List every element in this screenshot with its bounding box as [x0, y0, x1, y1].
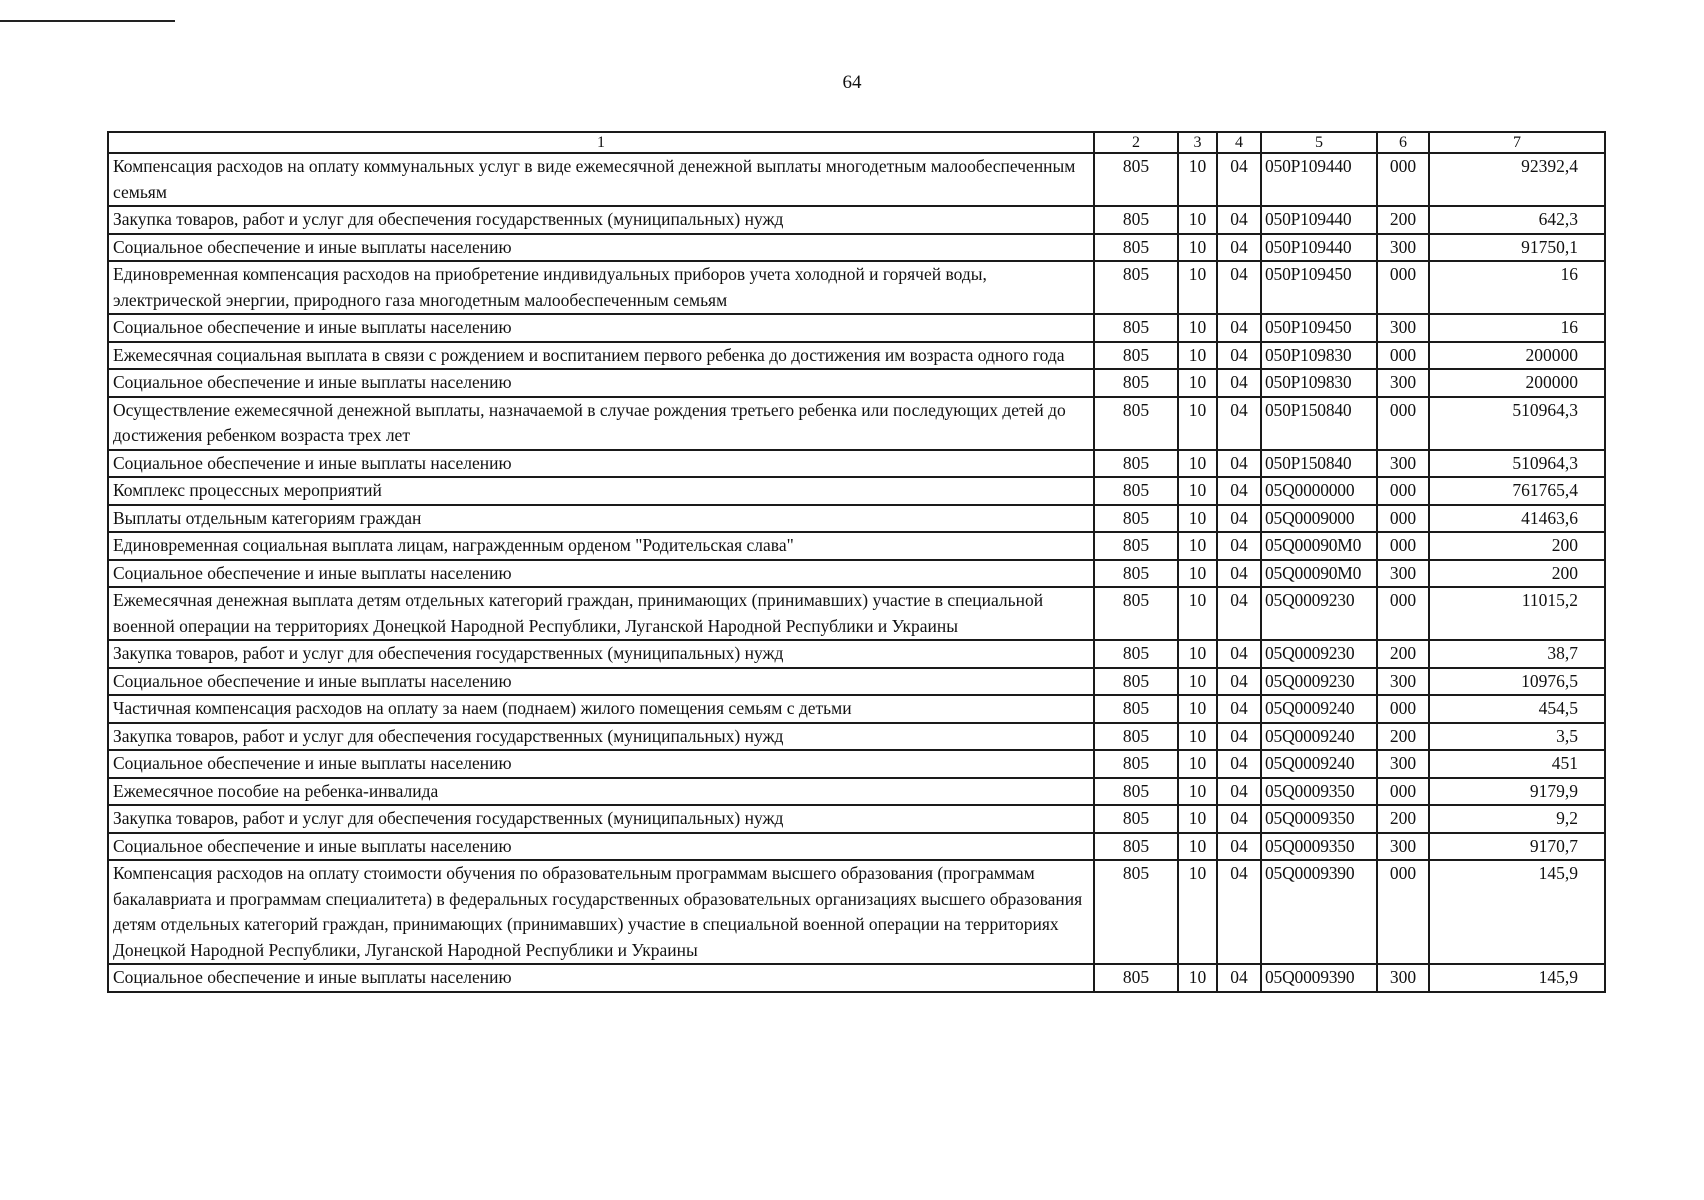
- top-rule: [0, 20, 175, 22]
- row-col6-cell: 300: [1377, 833, 1429, 861]
- row-code-cell: 05Q0009230: [1261, 587, 1377, 640]
- row-col6-cell: 000: [1377, 505, 1429, 533]
- row-name-cell: Компенсация расходов на оплату коммунальных услуг в виде ежемесячной денежной выплаты многодетным малообеспеченным семьям: [108, 153, 1094, 206]
- table-row: [108, 860, 1605, 964]
- row-amount-cell: 11015,2: [1429, 587, 1605, 640]
- row-col6-cell: 200: [1377, 206, 1429, 234]
- row-col4-cell: 04: [1217, 450, 1261, 478]
- row-col6-cell: 300: [1377, 450, 1429, 478]
- row-amount-cell: 510964,3: [1429, 397, 1605, 450]
- row-amount-cell: 91750,1: [1429, 234, 1605, 262]
- row-amount-cell: 200: [1429, 560, 1605, 588]
- row-col4-cell: 04: [1217, 778, 1261, 806]
- row-col6-cell: 000: [1377, 153, 1429, 206]
- row-col4-cell: 04: [1217, 668, 1261, 696]
- row-col3-cell: 10: [1178, 723, 1217, 751]
- row-amount-cell: 9179,9: [1429, 778, 1605, 806]
- row-col3-cell: 10: [1178, 477, 1217, 505]
- row-col6-cell: 000: [1377, 695, 1429, 723]
- row-code-cell: 05Q0009240: [1261, 750, 1377, 778]
- row-name-cell: Социальное обеспечение и иные выплаты населению: [108, 964, 1094, 992]
- row-amount-cell: 16: [1429, 314, 1605, 342]
- table-row: [108, 532, 1605, 560]
- row-col3-cell: 10: [1178, 234, 1217, 262]
- row-col4-cell: 04: [1217, 695, 1261, 723]
- row-code-cell: 050P109440: [1261, 206, 1377, 234]
- row-col4-cell: 04: [1217, 560, 1261, 588]
- row-amount-cell: 16: [1429, 261, 1605, 314]
- row-name-cell: Закупка товаров, работ и услуг для обеспечения государственных (муниципальных) нужд: [108, 206, 1094, 234]
- header-cell: 7: [1429, 132, 1605, 153]
- row-code-cell: 050P109450: [1261, 314, 1377, 342]
- row-col3-cell: 10: [1178, 695, 1217, 723]
- table-row: [108, 560, 1605, 588]
- row-col2-cell: 805: [1094, 805, 1178, 833]
- header-cell: 5: [1261, 132, 1377, 153]
- row-name-cell: Частичная компенсация расходов на оплату за наем (поднаем) жилого помещения семьям с детьми: [108, 695, 1094, 723]
- header-cell: 2: [1094, 132, 1178, 153]
- row-amount-cell: 200000: [1429, 369, 1605, 397]
- row-name-cell: Социальное обеспечение и иные выплаты населению: [108, 750, 1094, 778]
- row-col4-cell: 04: [1217, 397, 1261, 450]
- row-col2-cell: 805: [1094, 695, 1178, 723]
- row-code-cell: 050P109440: [1261, 234, 1377, 262]
- row-col6-cell: 000: [1377, 261, 1429, 314]
- row-col4-cell: 04: [1217, 342, 1261, 370]
- row-col2-cell: 805: [1094, 750, 1178, 778]
- row-col2-cell: 805: [1094, 668, 1178, 696]
- row-col6-cell: 000: [1377, 587, 1429, 640]
- row-col3-cell: 10: [1178, 587, 1217, 640]
- row-name-cell: Закупка товаров, работ и услуг для обеспечения государственных (муниципальных) нужд: [108, 723, 1094, 751]
- row-col4-cell: 04: [1217, 532, 1261, 560]
- table-body: [108, 153, 1605, 992]
- row-col6-cell: 300: [1377, 314, 1429, 342]
- row-col3-cell: 10: [1178, 532, 1217, 560]
- row-col6-cell: 000: [1377, 397, 1429, 450]
- row-code-cell: 05Q0009230: [1261, 668, 1377, 696]
- row-amount-cell: 3,5: [1429, 723, 1605, 751]
- row-code-cell: 050P109440: [1261, 153, 1377, 206]
- header-cell: 1: [108, 132, 1094, 153]
- row-code-cell: 05Q0000000: [1261, 477, 1377, 505]
- row-col3-cell: 10: [1178, 750, 1217, 778]
- header-row: [108, 132, 1605, 153]
- row-col3-cell: 10: [1178, 560, 1217, 588]
- row-col3-cell: 10: [1178, 397, 1217, 450]
- row-name-cell: Компенсация расходов на оплату стоимости обучения по образовательным программам высшего образования (программам бакалавриата и программам специалитета) в федеральных государственных образовательных организациях высшего образования детям отдельных категорий граждан, принимающих (принимавших) участие в специальной военной операции на территориях Донецкой Народной Республики, Луганской Народной Республики и Украины: [108, 860, 1094, 964]
- row-name-cell: Осуществление ежемесячной денежной выплаты, назначаемой в случае рождения третьего ребенка или последующих детей до достижения ребенком возраста трех лет: [108, 397, 1094, 450]
- row-col4-cell: 04: [1217, 261, 1261, 314]
- table-row: [108, 314, 1605, 342]
- row-col6-cell: 000: [1377, 532, 1429, 560]
- row-col3-cell: 10: [1178, 640, 1217, 668]
- row-col4-cell: 04: [1217, 805, 1261, 833]
- row-col6-cell: 300: [1377, 234, 1429, 262]
- table-row: [108, 505, 1605, 533]
- row-col4-cell: 04: [1217, 314, 1261, 342]
- row-col4-cell: 04: [1217, 505, 1261, 533]
- row-col6-cell: 300: [1377, 369, 1429, 397]
- row-col3-cell: 10: [1178, 805, 1217, 833]
- row-code-cell: 050P109830: [1261, 369, 1377, 397]
- row-col2-cell: 805: [1094, 342, 1178, 370]
- row-col3-cell: 10: [1178, 860, 1217, 964]
- row-col2-cell: 805: [1094, 532, 1178, 560]
- row-code-cell: 05Q0009230: [1261, 640, 1377, 668]
- row-name-cell: Ежемесячная денежная выплата детям отдельных категорий граждан, принимающих (принимавших) участие в специальной военной операции на территориях Донецкой Народной Республики, Луганской Народной Республики и Украины: [108, 587, 1094, 640]
- row-col4-cell: 04: [1217, 860, 1261, 964]
- row-amount-cell: 145,9: [1429, 964, 1605, 992]
- row-col2-cell: 805: [1094, 505, 1178, 533]
- row-code-cell: 05Q0009350: [1261, 778, 1377, 806]
- row-col2-cell: 805: [1094, 860, 1178, 964]
- row-name-cell: Социальное обеспечение и иные выплаты населению: [108, 833, 1094, 861]
- row-name-cell: Социальное обеспечение и иные выплаты населению: [108, 668, 1094, 696]
- row-col2-cell: 805: [1094, 153, 1178, 206]
- row-col2-cell: 805: [1094, 234, 1178, 262]
- table-row: [108, 234, 1605, 262]
- row-col6-cell: 000: [1377, 778, 1429, 806]
- row-amount-cell: 454,5: [1429, 695, 1605, 723]
- row-code-cell: 05Q00090M0: [1261, 560, 1377, 588]
- table-row: [108, 261, 1605, 314]
- row-col6-cell: 300: [1377, 750, 1429, 778]
- table-row: [108, 833, 1605, 861]
- table-row: [108, 723, 1605, 751]
- table-header: [108, 132, 1605, 153]
- row-col6-cell: 300: [1377, 560, 1429, 588]
- row-name-cell: Закупка товаров, работ и услуг для обеспечения государственных (муниципальных) нужд: [108, 805, 1094, 833]
- row-col2-cell: 805: [1094, 206, 1178, 234]
- row-col3-cell: 10: [1178, 206, 1217, 234]
- row-amount-cell: 510964,3: [1429, 450, 1605, 478]
- row-col4-cell: 04: [1217, 477, 1261, 505]
- row-col6-cell: 300: [1377, 964, 1429, 992]
- row-col4-cell: 04: [1217, 369, 1261, 397]
- row-col2-cell: 805: [1094, 833, 1178, 861]
- row-col2-cell: 805: [1094, 723, 1178, 751]
- row-code-cell: 050P109450: [1261, 261, 1377, 314]
- row-code-cell: 05Q0009350: [1261, 833, 1377, 861]
- row-name-cell: Ежемесячная социальная выплата в связи с рождением и воспитанием первого ребенка до достижения им возраста одного года: [108, 342, 1094, 370]
- row-name-cell: Социальное обеспечение и иные выплаты населению: [108, 369, 1094, 397]
- row-col3-cell: 10: [1178, 450, 1217, 478]
- table-row: [108, 805, 1605, 833]
- row-amount-cell: 200000: [1429, 342, 1605, 370]
- row-name-cell: Социальное обеспечение и иные выплаты населению: [108, 314, 1094, 342]
- table-row: [108, 587, 1605, 640]
- row-col3-cell: 10: [1178, 668, 1217, 696]
- row-code-cell: 05Q0009350: [1261, 805, 1377, 833]
- row-amount-cell: 451: [1429, 750, 1605, 778]
- table-row: [108, 640, 1605, 668]
- row-col3-cell: 10: [1178, 833, 1217, 861]
- row-amount-cell: 145,9: [1429, 860, 1605, 964]
- table-row: [108, 450, 1605, 478]
- row-col2-cell: 805: [1094, 397, 1178, 450]
- row-name-cell: Единовременная социальная выплата лицам, награжденным орденом "Родительская слава": [108, 532, 1094, 560]
- row-name-cell: Социальное обеспечение и иные выплаты населению: [108, 234, 1094, 262]
- row-col3-cell: 10: [1178, 153, 1217, 206]
- row-col4-cell: 04: [1217, 833, 1261, 861]
- row-col4-cell: 04: [1217, 587, 1261, 640]
- row-code-cell: 050P150840: [1261, 450, 1377, 478]
- row-amount-cell: 9170,7: [1429, 833, 1605, 861]
- row-col3-cell: 10: [1178, 505, 1217, 533]
- table-row: [108, 153, 1605, 206]
- row-col2-cell: 805: [1094, 450, 1178, 478]
- table-row: [108, 778, 1605, 806]
- table-row: [108, 477, 1605, 505]
- row-col2-cell: 805: [1094, 640, 1178, 668]
- table-row: [108, 397, 1605, 450]
- row-code-cell: 050P150840: [1261, 397, 1377, 450]
- table-row: [108, 668, 1605, 696]
- row-amount-cell: 761765,4: [1429, 477, 1605, 505]
- row-col3-cell: 10: [1178, 778, 1217, 806]
- row-col2-cell: 805: [1094, 964, 1178, 992]
- budget-table: [107, 131, 1606, 993]
- page-number: 64: [842, 72, 862, 93]
- row-amount-cell: 92392,4: [1429, 153, 1605, 206]
- row-amount-cell: 38,7: [1429, 640, 1605, 668]
- row-col2-cell: 805: [1094, 778, 1178, 806]
- row-col6-cell: 000: [1377, 860, 1429, 964]
- row-col2-cell: 805: [1094, 560, 1178, 588]
- row-col6-cell: 200: [1377, 640, 1429, 668]
- table-row: [108, 369, 1605, 397]
- row-name-cell: Единовременная компенсация расходов на приобретение индивидуальных приборов учета холодной и горячей воды, электрической энергии, природного газа многодетным малообеспеченным семьям: [108, 261, 1094, 314]
- row-code-cell: 05Q0009240: [1261, 695, 1377, 723]
- row-code-cell: 05Q0009240: [1261, 723, 1377, 751]
- header-cell: 6: [1377, 132, 1429, 153]
- table-row: [108, 750, 1605, 778]
- row-amount-cell: 200: [1429, 532, 1605, 560]
- row-code-cell: 05Q0009390: [1261, 964, 1377, 992]
- row-code-cell: 05Q0009390: [1261, 860, 1377, 964]
- row-col2-cell: 805: [1094, 587, 1178, 640]
- row-name-cell: Социальное обеспечение и иные выплаты населению: [108, 560, 1094, 588]
- row-name-cell: Комплекс процессных мероприятий: [108, 477, 1094, 505]
- table-row: [108, 206, 1605, 234]
- row-col6-cell: 300: [1377, 668, 1429, 696]
- row-col4-cell: 04: [1217, 964, 1261, 992]
- row-col4-cell: 04: [1217, 750, 1261, 778]
- table-row: [108, 964, 1605, 992]
- row-name-cell: Ежемесячное пособие на ребенка-инвалида: [108, 778, 1094, 806]
- row-col4-cell: 04: [1217, 206, 1261, 234]
- row-amount-cell: 41463,6: [1429, 505, 1605, 533]
- row-name-cell: Социальное обеспечение и иные выплаты населению: [108, 450, 1094, 478]
- row-col6-cell: 000: [1377, 477, 1429, 505]
- row-col3-cell: 10: [1178, 314, 1217, 342]
- row-code-cell: 05Q0009000: [1261, 505, 1377, 533]
- row-col4-cell: 04: [1217, 153, 1261, 206]
- table-row: [108, 342, 1605, 370]
- row-col3-cell: 10: [1178, 342, 1217, 370]
- row-amount-cell: 642,3: [1429, 206, 1605, 234]
- row-col2-cell: 805: [1094, 369, 1178, 397]
- row-name-cell: Выплаты отдельным категориям граждан: [108, 505, 1094, 533]
- row-amount-cell: 9,2: [1429, 805, 1605, 833]
- row-col6-cell: 200: [1377, 723, 1429, 751]
- row-col4-cell: 04: [1217, 640, 1261, 668]
- table-row: [108, 695, 1605, 723]
- row-amount-cell: 10976,5: [1429, 668, 1605, 696]
- row-col3-cell: 10: [1178, 369, 1217, 397]
- row-col6-cell: 000: [1377, 342, 1429, 370]
- row-code-cell: 05Q00090M0: [1261, 532, 1377, 560]
- row-col3-cell: 10: [1178, 261, 1217, 314]
- row-col3-cell: 10: [1178, 964, 1217, 992]
- row-col2-cell: 805: [1094, 477, 1178, 505]
- row-col2-cell: 805: [1094, 261, 1178, 314]
- row-col2-cell: 805: [1094, 314, 1178, 342]
- row-col4-cell: 04: [1217, 234, 1261, 262]
- header-cell: 3: [1178, 132, 1217, 153]
- row-col6-cell: 200: [1377, 805, 1429, 833]
- row-col4-cell: 04: [1217, 723, 1261, 751]
- header-cell: 4: [1217, 132, 1261, 153]
- row-name-cell: Закупка товаров, работ и услуг для обеспечения государственных (муниципальных) нужд: [108, 640, 1094, 668]
- row-code-cell: 050P109830: [1261, 342, 1377, 370]
